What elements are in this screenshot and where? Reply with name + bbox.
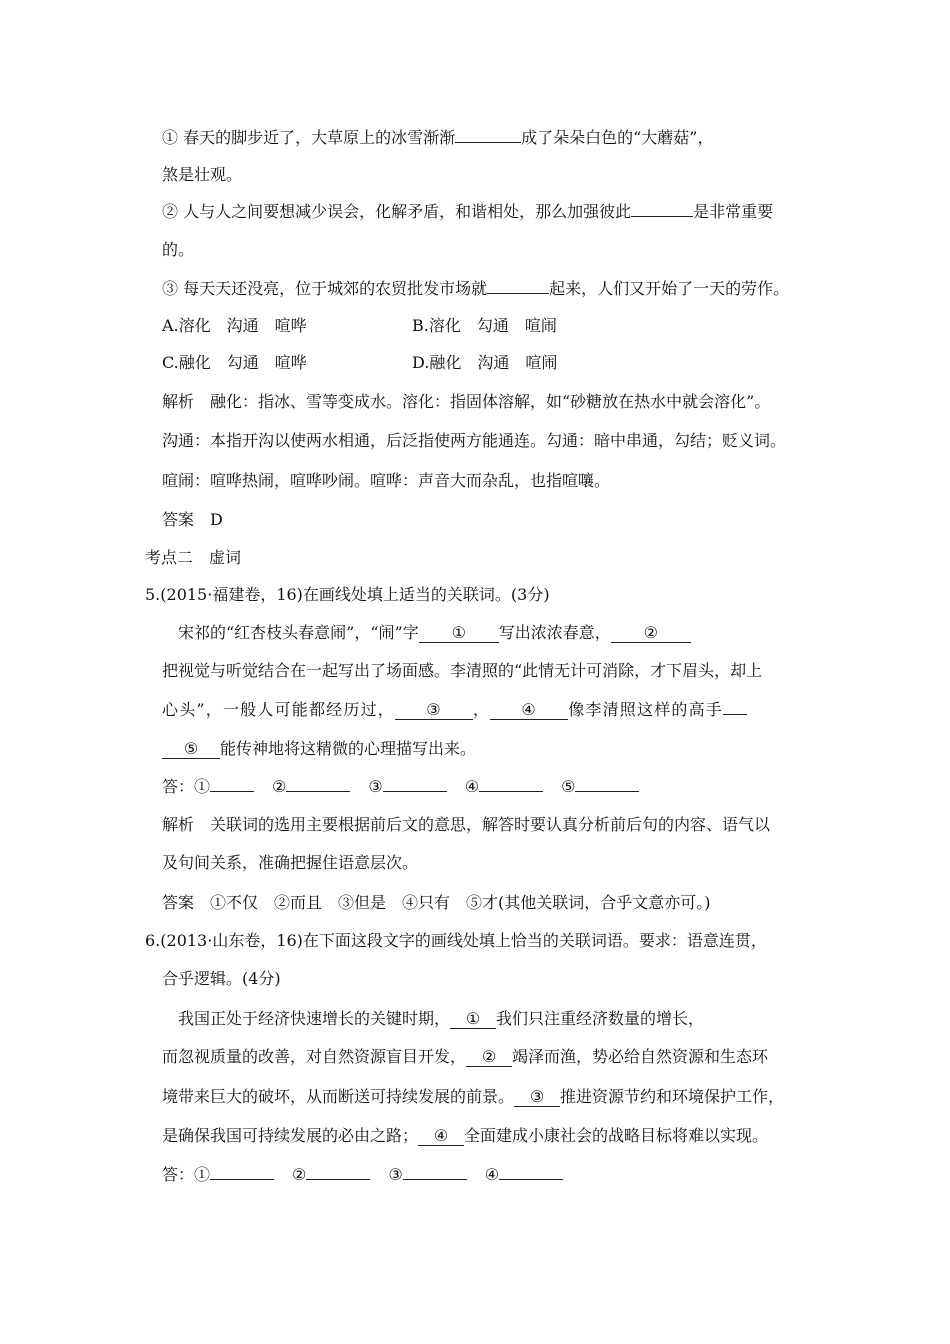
q5-passage-line-4	[162, 739, 476, 759]
q4-sentence-2-text-b: 是非常重要	[693, 202, 774, 221]
q4-sentence-1-end: 煞是壮观。	[162, 165, 243, 184]
q5-answer-label-4: ④	[464, 777, 480, 796]
q6-passage-2b: 竭泽而渔，势必给自然资源和生态环	[512, 1047, 769, 1066]
q6-answer-blank-3	[403, 1179, 467, 1180]
q4-sentence-2-text-a: ② 人与人之间要想减少误会，化解矛盾，和谐相处，那么加强彼此	[162, 202, 632, 221]
q4-option-a: A.溶化 沟通 喧哗	[162, 316, 307, 335]
q4-blank-2	[631, 216, 693, 217]
q4-sentence-1-text-b: 成了朵朵白色的“大蘑菇”，	[521, 128, 714, 147]
q6-blank-2: ②	[466, 1048, 512, 1067]
q5-answer-blank-3	[383, 791, 447, 792]
q6-stem-line-2: 合乎逻辑。(4分)	[162, 969, 281, 988]
q6-passage-1a: 我国正处于经济快速增长的关键时期，	[178, 1009, 451, 1028]
q5-answer-label-3: ③	[368, 777, 383, 796]
q4-analysis-line-2: 沟通：本指开沟以使两水相通，后泛指使两方能通连。勾通：暗中串通，勾结；贬义词。	[162, 431, 787, 450]
q5-answer: 答案 ①不仅 ②而且 ③但是 ④只有 ⑤才(其他关联词，合乎文意亦可。)	[162, 893, 711, 912]
q6-passage-3a: 境带来巨大的破坏，从而断送可持续发展的前景。	[162, 1087, 515, 1106]
q5-answer-blank-1	[210, 791, 254, 792]
q5-passage-3b: ，	[472, 700, 491, 719]
q5-blank-5: ⑤	[162, 740, 220, 759]
q6-answer-label-1: ①	[194, 1165, 211, 1184]
q5-blank-2: ②	[611, 624, 691, 643]
q5-answer-blanks	[162, 777, 639, 797]
q4-sentence-3-text-a: ③ 每天天还没亮，位于城郊的农贸批发市场就	[162, 279, 488, 298]
q6-passage-4a: 是确保我国可持续发展的必由之路；	[162, 1126, 419, 1145]
q6-passage-4b: 全面建成小康社会的战略目标将难以实现。	[464, 1126, 769, 1145]
q6-blank-3: ③	[514, 1088, 560, 1107]
q5-answer-label-2: ②	[272, 777, 287, 796]
q5-passage-3c: 像李清照这样的高手	[568, 700, 723, 719]
q6-passage-2a: 而忽视质量的改善，对自然资源盲目开发，	[162, 1047, 467, 1066]
q5-answer-blank-2	[286, 791, 350, 792]
q6-passage-line-1	[178, 1009, 704, 1029]
q6-blank-4: ④	[418, 1127, 464, 1146]
q5-passage-line-2: 把视觉与听觉结合在一起写出了场面感。李清照的“此情无计可消除，才下眉头，却上	[162, 661, 763, 680]
q4-analysis-line-3: 喧闹：喧哗热闹，喧哗吵闹。喧哗：声音大而杂乱，也指喧嚷。	[162, 471, 611, 490]
q5-blank-3: ③	[395, 701, 473, 720]
q4-sentence-1	[162, 128, 713, 148]
q5-passage-4: 能传神地将这精微的心理描写出来。	[220, 739, 477, 758]
q6-passage-3b: 推进资源节约和环境保护工作，	[560, 1087, 785, 1106]
q4-blank-1	[455, 142, 521, 143]
q5-stem: 5.(2015·福建卷，16)在画线处填上适当的关联词。(3分)	[145, 585, 550, 604]
q6-stem-line-1: 6.(2013·山东卷，16)在下面这段文字的画线处填上恰当的关联词语。要求：语意连贯，	[145, 931, 767, 950]
q4-option-c: C.融化 勾通 喧哗	[162, 353, 307, 372]
q6-blank-1: ①	[450, 1010, 496, 1029]
q4-blank-3	[487, 293, 549, 294]
q5-passage-1a: 宋祁的“红杏枝头春意闹”，“闹”字	[178, 623, 419, 642]
q6-answer-label-2: ②	[292, 1165, 307, 1184]
q6-answer-blanks	[162, 1165, 563, 1185]
q5-blank-5-start	[723, 714, 747, 715]
q6-answer-label-4: ④	[484, 1165, 500, 1184]
q5-passage-1b: 写出浓浓春意，	[498, 623, 611, 642]
q5-passage-line-1	[178, 623, 691, 643]
q4-answer: 答案 D	[162, 510, 223, 529]
q6-answer-blank-2	[306, 1179, 370, 1180]
q6-passage-line-2	[162, 1047, 768, 1067]
q4-option-d: D.融化 沟通 喧闹	[412, 353, 558, 372]
q4-sentence-2-end: 的。	[162, 240, 195, 259]
q6-passage-line-3	[162, 1087, 784, 1107]
q6-answer-blank-4	[499, 1179, 563, 1180]
q4-sentence-1-text-a: ① 春天的脚步近了，大草原上的冰雪渐渐	[162, 128, 456, 147]
q5-answer-blank-5	[575, 791, 639, 792]
q5-answer-label-1: ①	[194, 777, 211, 796]
q5-passage-line-3	[162, 700, 747, 720]
q5-blank-4: ④	[490, 701, 568, 720]
q5-answer-prefix: 答：	[162, 777, 195, 796]
q5-analysis-line-2: 及句间关系，准确把握住语意层次。	[162, 853, 419, 872]
q6-answer-prefix: 答：	[162, 1165, 195, 1184]
q6-passage-line-4	[162, 1126, 768, 1146]
q6-passage-1b: 我们只注重经济数量的增长，	[496, 1009, 705, 1028]
q4-sentence-2	[162, 202, 773, 222]
q4-analysis-line-1: 解析 融化：指冰、雪等变成水。溶化：指固体溶解，如“砂糖放在热水中就会溶化”。	[162, 392, 771, 411]
q5-analysis-line-1: 解析 关联词的选用主要根据前后文的意思，解答时要认真分析前后句的内容、语气以	[162, 815, 771, 834]
q4-option-b: B.溶化 勾通 喧闹	[412, 316, 557, 335]
q4-sentence-3-text-b: 起来，人们又开始了一天的劳作。	[549, 279, 790, 298]
q5-answer-label-5: ⑤	[561, 777, 576, 796]
section-heading: 考点二 虚词	[145, 548, 242, 567]
q6-answer-label-3: ③	[388, 1165, 403, 1184]
q5-blank-1: ①	[419, 624, 499, 643]
q6-answer-blank-1	[210, 1179, 274, 1180]
q5-passage-3a: 心头”，一般人可能都经历过，	[162, 700, 395, 719]
q5-answer-blank-4	[479, 791, 543, 792]
q4-sentence-3	[162, 279, 789, 299]
